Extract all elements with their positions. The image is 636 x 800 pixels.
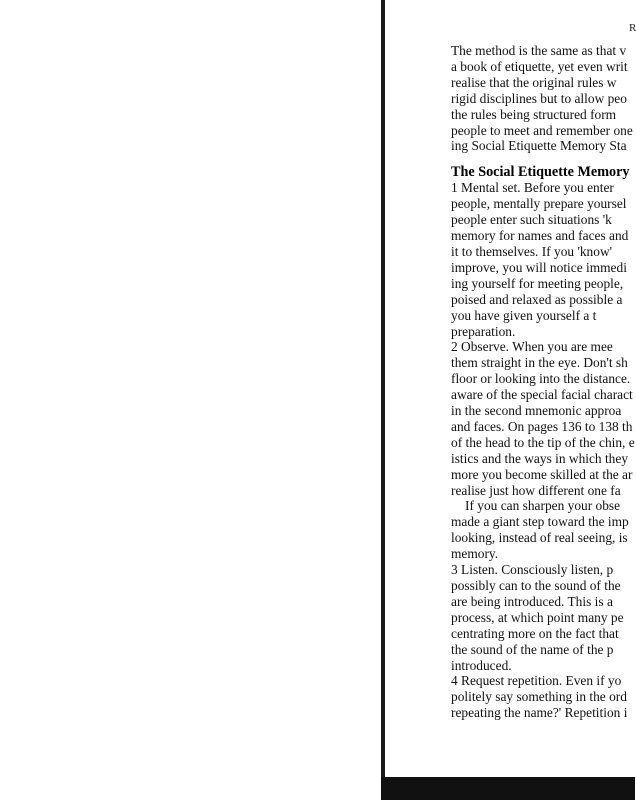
text-line: them straight in the eye. Don't sh: [451, 355, 628, 371]
text-line: 2 Observe. When you are mee: [451, 339, 613, 355]
text-line: centrating more on the fact that: [451, 625, 619, 641]
text-line: made a giant step toward the imp: [451, 514, 629, 530]
text-line: floor or looking into the distance.: [451, 371, 631, 387]
text-line: ing yourself for meeting people,: [451, 275, 624, 291]
text-line: If you can sharpen your obse: [465, 498, 621, 514]
list-item-mental-set: [451, 180, 635, 339]
text-line: ing Social Etiquette Memory Sta: [451, 138, 627, 154]
text-line: a book of etiquette, yet even writ: [451, 58, 628, 74]
text-line: memory for names and faces and: [451, 228, 629, 244]
text-line: improve, you will notice immedi: [451, 259, 627, 275]
text-line: rigid disciplines but to allow peo: [451, 90, 627, 106]
text-line: 3 Listen. Consciously listen, p: [451, 562, 614, 578]
list-item-observe: [451, 339, 635, 498]
page-text: [451, 43, 635, 721]
intro-paragraph: [451, 43, 635, 154]
list-item-request-repetition: [451, 673, 635, 721]
text-line: more you become skilled at the ar: [451, 466, 633, 482]
text-line: realise just how different one fa: [451, 482, 621, 498]
text-line: people to meet and remember one: [451, 122, 633, 138]
text-line: are being introduced. This is a: [451, 593, 613, 609]
text-line: realise that the original rules w: [451, 74, 617, 90]
text-line: istics and the ways in which they: [451, 450, 629, 466]
text-line: people enter such situations 'k: [451, 212, 612, 228]
list-item-listen: [451, 562, 635, 673]
text-line: the sound of the name of the p: [451, 641, 614, 657]
text-line: poised and relaxed as possible a: [451, 291, 623, 307]
text-line: and faces. On pages 136 to 138 th: [451, 418, 633, 434]
observe-continuation: [451, 498, 635, 562]
scan-bottom-edge: [381, 777, 635, 800]
text-line: looking, instead of real seeing, is: [451, 530, 628, 546]
text-line: The method is the same as that v: [451, 43, 627, 58]
text-line: aware of the special facial charact: [451, 387, 633, 403]
text-line: preparation.: [451, 323, 516, 339]
text-line: introduced.: [451, 657, 512, 673]
running-header: R: [629, 22, 636, 34]
text-line: it to themselves. If you 'know': [451, 243, 613, 259]
section-heading: The Social Etiquette Memory: [451, 164, 630, 181]
text-line: politely say something in the ord: [451, 689, 627, 705]
text-line: process, at which point many pe: [451, 609, 624, 625]
text-line: the rules being structured form: [451, 106, 617, 122]
text-line: repeating the name?' Repetition i: [451, 705, 628, 721]
text-line: you have given yourself a t: [451, 307, 597, 323]
text-line: of the head to the tip of the chin, e: [451, 434, 635, 450]
book-page: [385, 0, 635, 777]
text-line: in the second mnemonic approa: [451, 403, 622, 419]
text-line: people, mentally prepare yoursel: [451, 196, 627, 212]
text-line: possibly can to the sound of the: [451, 578, 621, 593]
text-line: 1 Mental set. Before you enter: [451, 180, 614, 196]
text-line: memory.: [451, 546, 499, 562]
text-line: 4 Request repetition. Even if yo: [451, 673, 622, 689]
